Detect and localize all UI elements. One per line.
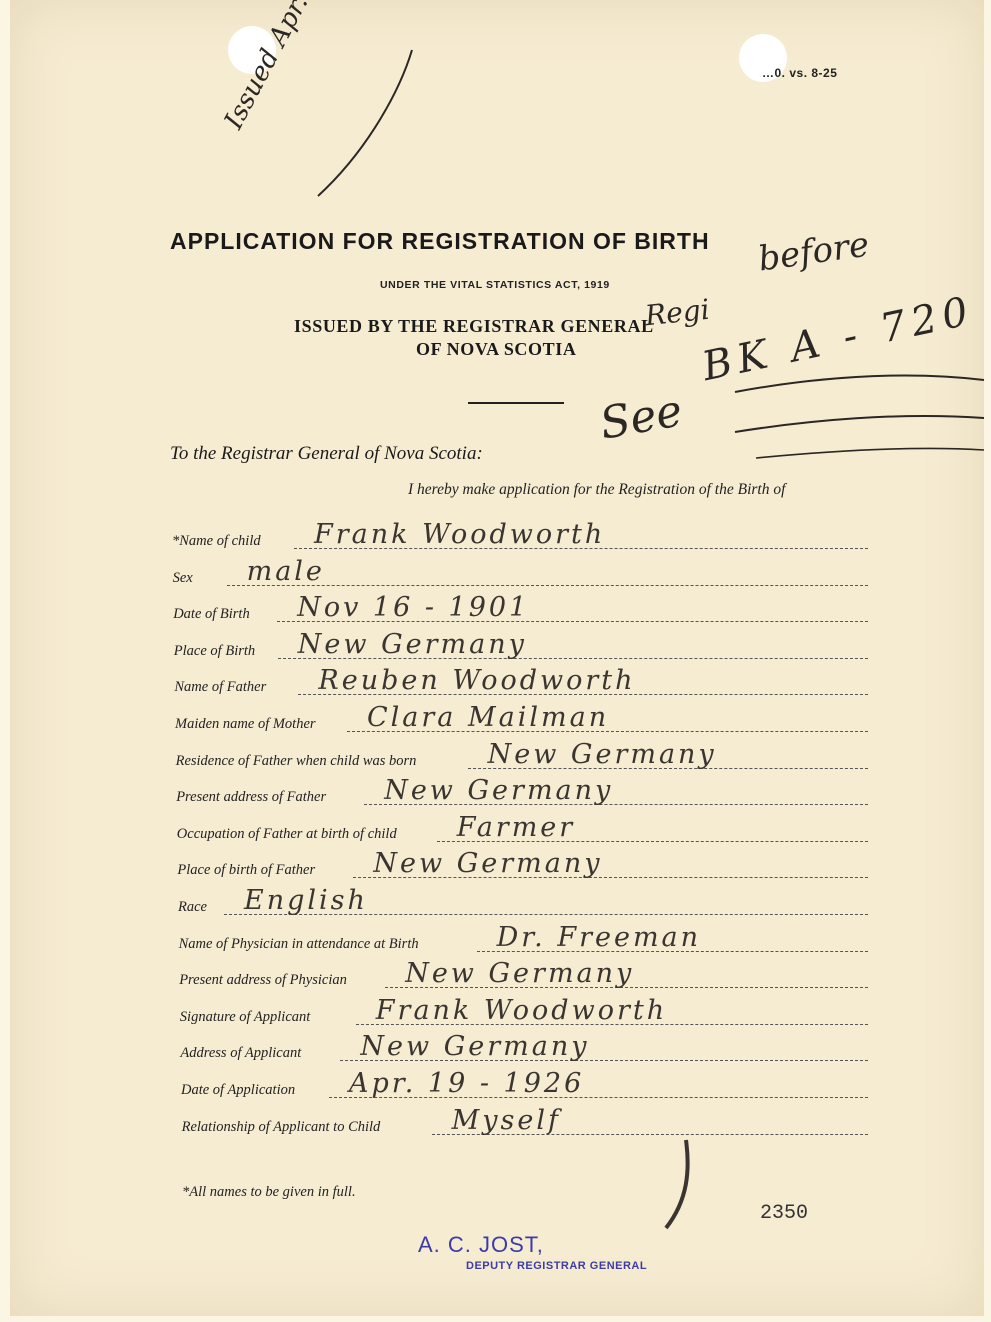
handwritten-field-value: New Germany — [373, 848, 603, 880]
handwritten-field-value: male — [246, 555, 325, 587]
field-label: Maiden name of Mother — [175, 716, 316, 732]
field-label: Signature of Applicant — [179, 1008, 311, 1025]
form-row — [173, 628, 868, 662]
record-number: 2350 — [760, 1202, 809, 1225]
form-row — [179, 958, 868, 991]
handwritten-field-value: Apr. 19 - 1926 — [349, 1068, 585, 1099]
form-row — [179, 994, 868, 1028]
stamp-title: DEPUTY REGISTRAR GENERAL — [466, 1260, 648, 1272]
form-row — [177, 848, 868, 881]
form-row — [174, 665, 868, 698]
handwritten-field-value: New Germany — [405, 958, 635, 990]
field-label: Sex — [172, 569, 193, 586]
handwritten-field-value: New Germany — [360, 1031, 590, 1063]
handwritten-field-value: Frank Woodworth — [375, 994, 668, 1026]
form-title: APPLICATION FOR REGISTRATION OF BIRTH — [170, 228, 710, 254]
field-label: Place of birth of Father — [177, 862, 316, 879]
form-row — [176, 811, 868, 845]
handwritten-field-value: Frank Woodworth — [314, 519, 606, 550]
form-row — [178, 921, 868, 955]
form-row — [176, 775, 868, 808]
field-label: Date of Birth — [173, 606, 250, 623]
field-label: Relationship of Applicant to Child — [181, 1118, 381, 1135]
form-row — [180, 1031, 868, 1064]
application-statement: I hereby make application for the Registration of the Birth of — [408, 481, 786, 498]
form-row — [175, 738, 868, 772]
form-row — [173, 592, 868, 625]
handwritten-field-value: New Germany — [384, 775, 614, 807]
form-row — [181, 1068, 868, 1101]
handwritten-field-value: Myself — [451, 1104, 561, 1136]
field-label: Present address of Father — [176, 789, 327, 806]
handwritten-reference: BK A - 720 — [698, 287, 978, 391]
field-label: Occupation of Father at birth of child — [176, 825, 397, 842]
field-label: Place of Birth — [173, 642, 256, 659]
handwritten-field-value: Clara Mailman — [367, 702, 610, 733]
issued-by-line-2: OF NOVA SCOTIA — [416, 339, 577, 359]
field-label: Date of Application — [181, 1082, 296, 1098]
field-label: Name of Father — [174, 679, 267, 696]
handwritten-regi: Regi — [643, 292, 712, 333]
stamp-name: A. C. JOST, — [418, 1232, 544, 1257]
field-label: Race — [178, 899, 207, 915]
handwritten-field-value: New Germany — [487, 738, 717, 770]
handwritten-field-value: Nov 16 - 1901 — [297, 592, 530, 624]
footnote: *All names to be given in full. — [182, 1184, 356, 1200]
handwritten-field-value: New Germany — [297, 628, 527, 660]
form-row — [178, 885, 868, 918]
handwritten-field-value: Reuben Woodworth — [318, 665, 636, 697]
handwritten-field-value: English — [244, 885, 368, 916]
field-label: Present address of Physician — [179, 972, 347, 989]
form-row — [172, 555, 868, 589]
form-row — [181, 1104, 868, 1138]
field-label: Address of Applicant — [180, 1045, 302, 1062]
issued-by-line-1: ISSUED BY THE REGISTRAR GENERAL — [294, 316, 654, 336]
form-code: …0. vs. 8-25 — [762, 66, 838, 80]
field-label: Residence of Father when child was born — [175, 752, 417, 769]
form-row — [172, 519, 868, 552]
handwritten-see: See — [596, 385, 687, 450]
field-label: *Name of child — [172, 533, 261, 549]
handwritten-before: before — [755, 224, 872, 280]
salutation: To the Registrar General of Nova Scotia: — [170, 443, 483, 464]
handwritten-field-value: Farmer — [456, 811, 576, 843]
form-subtitle: UNDER THE VITAL STATISTICS ACT, 1919 — [380, 279, 610, 291]
field-label: Name of Physician in attendance at Birth — [178, 935, 419, 952]
form-row — [175, 702, 868, 735]
handwritten-field-value: Dr. Freeman — [496, 921, 702, 953]
